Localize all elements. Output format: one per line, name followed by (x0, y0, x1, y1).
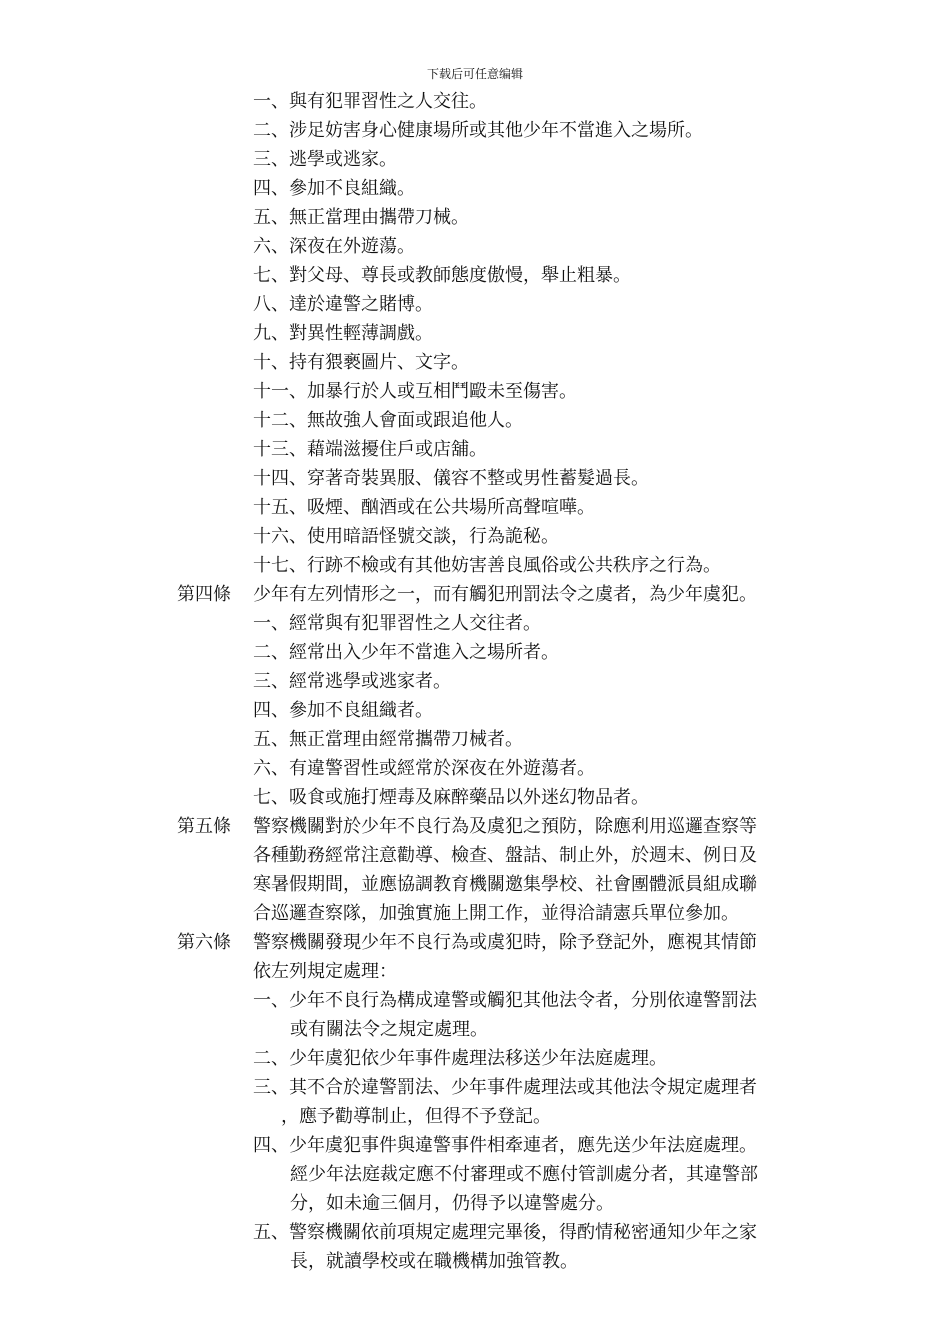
article-6-label: 第六條 (177, 932, 231, 953)
article-5-text: 合巡邏查察隊，加強實施上開工作，並得洽請憲兵單位參加。 (253, 903, 739, 924)
list-item: 一、少年不良行為構成違警或觸犯其他法令者，分別依違警罰法 (253, 990, 757, 1011)
list-item: 二、涉足妨害身心健康場所或其他少年不當進入之場所。 (253, 120, 703, 141)
article-6-text: 警察機關發現少年不良行為或虞犯時，除予登記外，應視其情節 (253, 932, 757, 953)
list-item: 五、無正當理由經常攜帶刀械者。 (253, 729, 523, 750)
list-item: 三、經常逃學或逃家者。 (253, 671, 451, 692)
article-4-label: 第四條 (177, 584, 231, 605)
list-item: 三、逃學或逃家。 (253, 149, 397, 170)
article-5-label: 第五條 (177, 816, 231, 837)
list-item: 十三、藉端滋擾住戶或店舖。 (253, 439, 487, 460)
article-5-text: 警察機關對於少年不良行為及虞犯之預防，除應利用巡邏查察等 (253, 816, 757, 837)
list-item-continuation: 長，就讀學校或在職機構加強管教。 (290, 1251, 578, 1272)
list-item: 四、參加不良組織者。 (253, 700, 433, 721)
list-item: 十、持有猥褻圖片、文字。 (253, 352, 469, 373)
list-item-continuation: 分，如未逾三個月，仍得予以違警處分。 (290, 1193, 614, 1214)
list-item: 六、深夜在外遊蕩。 (253, 236, 415, 257)
list-item: 六、有違警習性或經常於深夜在外遊蕩者。 (253, 758, 595, 779)
article-6-text: 依左列規定處理： (253, 961, 397, 982)
list-item-continuation: ，應予勸導制止，但得不予登記。 (281, 1106, 551, 1127)
article-5-text: 寒暑假期間，並應協調教育機關邀集學校、社會團體派員組成聯 (253, 874, 757, 895)
list-item: 七、吸食或施打煙毒及麻醉藥品以外迷幻物品者。 (253, 787, 649, 808)
list-item: 七、對父母、尊長或教師態度傲慢，舉止粗暴。 (253, 265, 631, 286)
list-item: 四、參加不良組織。 (253, 178, 415, 199)
list-item: 二、少年虞犯依少年事件處理法移送少年法庭處理。 (253, 1048, 667, 1069)
list-item: 十七、行跡不檢或有其他妨害善良風俗或公共秩序之行為。 (253, 555, 721, 576)
list-item: 五、無正當理由攜帶刀械。 (253, 207, 469, 228)
page-header: 下载后可任意编辑 (426, 67, 523, 81)
list-item-continuation: 經少年法庭裁定應不付審理或不應付管訓處分者，其違警部 (290, 1164, 758, 1185)
list-item: 十四、穿著奇裝異服、儀容不整或男性蓄髮過長。 (253, 468, 649, 489)
list-item: 九、對異性輕薄調戲。 (253, 323, 433, 344)
list-item-continuation: 或有關法令之規定處理。 (290, 1019, 488, 1040)
list-item: 八、達於違警之賭博。 (253, 294, 433, 315)
list-item: 十二、無故強人會面或跟追他人。 (253, 410, 523, 431)
list-item: 十六、使用暗語怪號交談，行為詭秘。 (253, 526, 559, 547)
list-item: 十五、吸煙、酗酒或在公共場所高聲喧嘩。 (253, 497, 595, 518)
article-5-text: 各種勤務經常注意勸導、檢查、盤詰、制止外，於週末、例日及 (253, 845, 757, 866)
list-item: 四、少年虞犯事件與違警事件相牽連者，應先送少年法庭處理。 (253, 1135, 757, 1156)
article-4-text: 少年有左列情形之一，而有觸犯刑罰法令之虞者，為少年虞犯。 (253, 584, 757, 605)
list-item: 二、經常出入少年不當進入之場所者。 (253, 642, 559, 663)
list-item: 一、與有犯罪習性之人交往。 (253, 91, 487, 112)
list-item: 三、其不合於違警罰法、少年事件處理法或其他法令規定處理者 (253, 1077, 757, 1098)
list-item: 十一、加暴行於人或互相鬥毆未至傷害。 (253, 381, 577, 402)
list-item: 五、警察機關依前項規定處理完畢後，得酌情秘密通知少年之家 (253, 1222, 757, 1243)
list-item: 一、經常與有犯罪習性之人交往者。 (253, 613, 541, 634)
